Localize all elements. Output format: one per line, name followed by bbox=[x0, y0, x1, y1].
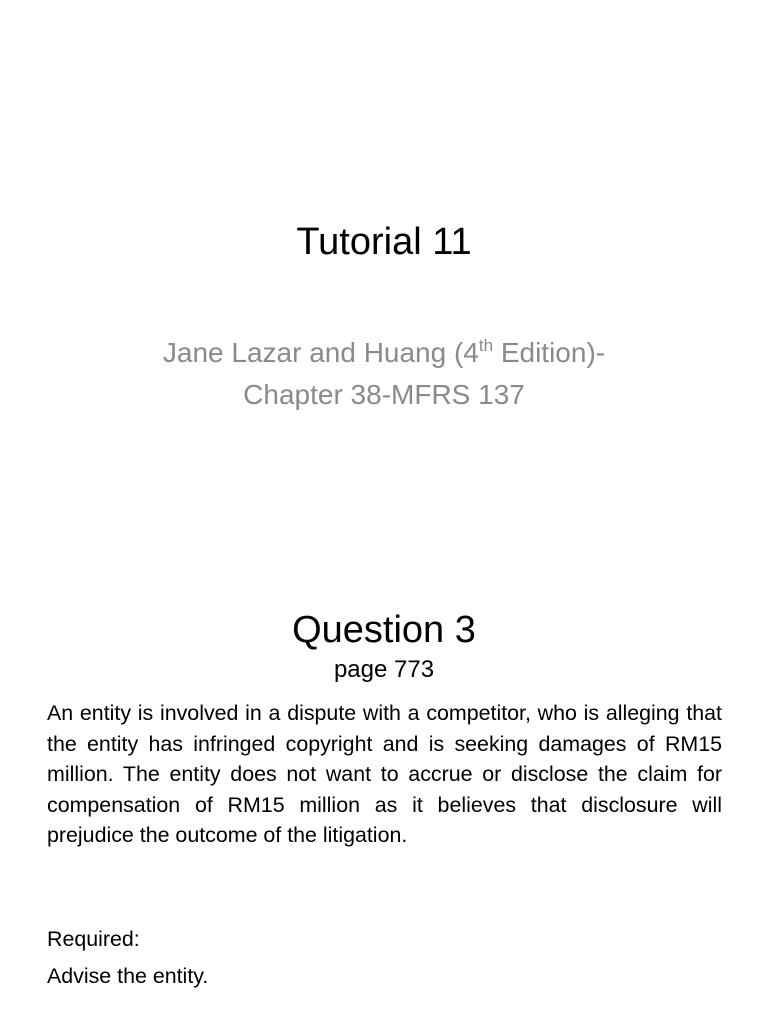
page-reference: page 773 bbox=[333, 656, 435, 683]
required-label: Required: bbox=[47, 927, 140, 951]
slide-subtitle bbox=[0, 332, 768, 416]
subtitle-text: Jane Lazar and Huang (4 bbox=[162, 337, 479, 368]
subtitle-text: Edition)- bbox=[493, 337, 606, 368]
subtitle-superscript: th bbox=[478, 336, 494, 355]
slide-title: Tutorial 11 bbox=[296, 221, 472, 263]
instruction-text: Advise the entity. bbox=[47, 964, 209, 988]
subtitle-chapter: Chapter 38-MFRS 137 bbox=[243, 379, 525, 410]
question-title: Question 3 bbox=[292, 609, 476, 651]
slide-question bbox=[0, 512, 768, 1024]
question-body: An entity is involved in a dispute with a competitor, who is alleging that the entity has infringed copyright and is seeking damages of RM15 million. The entity does not want to accrue or disclose the claim for compensation of RM15 million as it believes that disclosure will prejudice the outcome of the litigation. bbox=[47, 701, 722, 848]
